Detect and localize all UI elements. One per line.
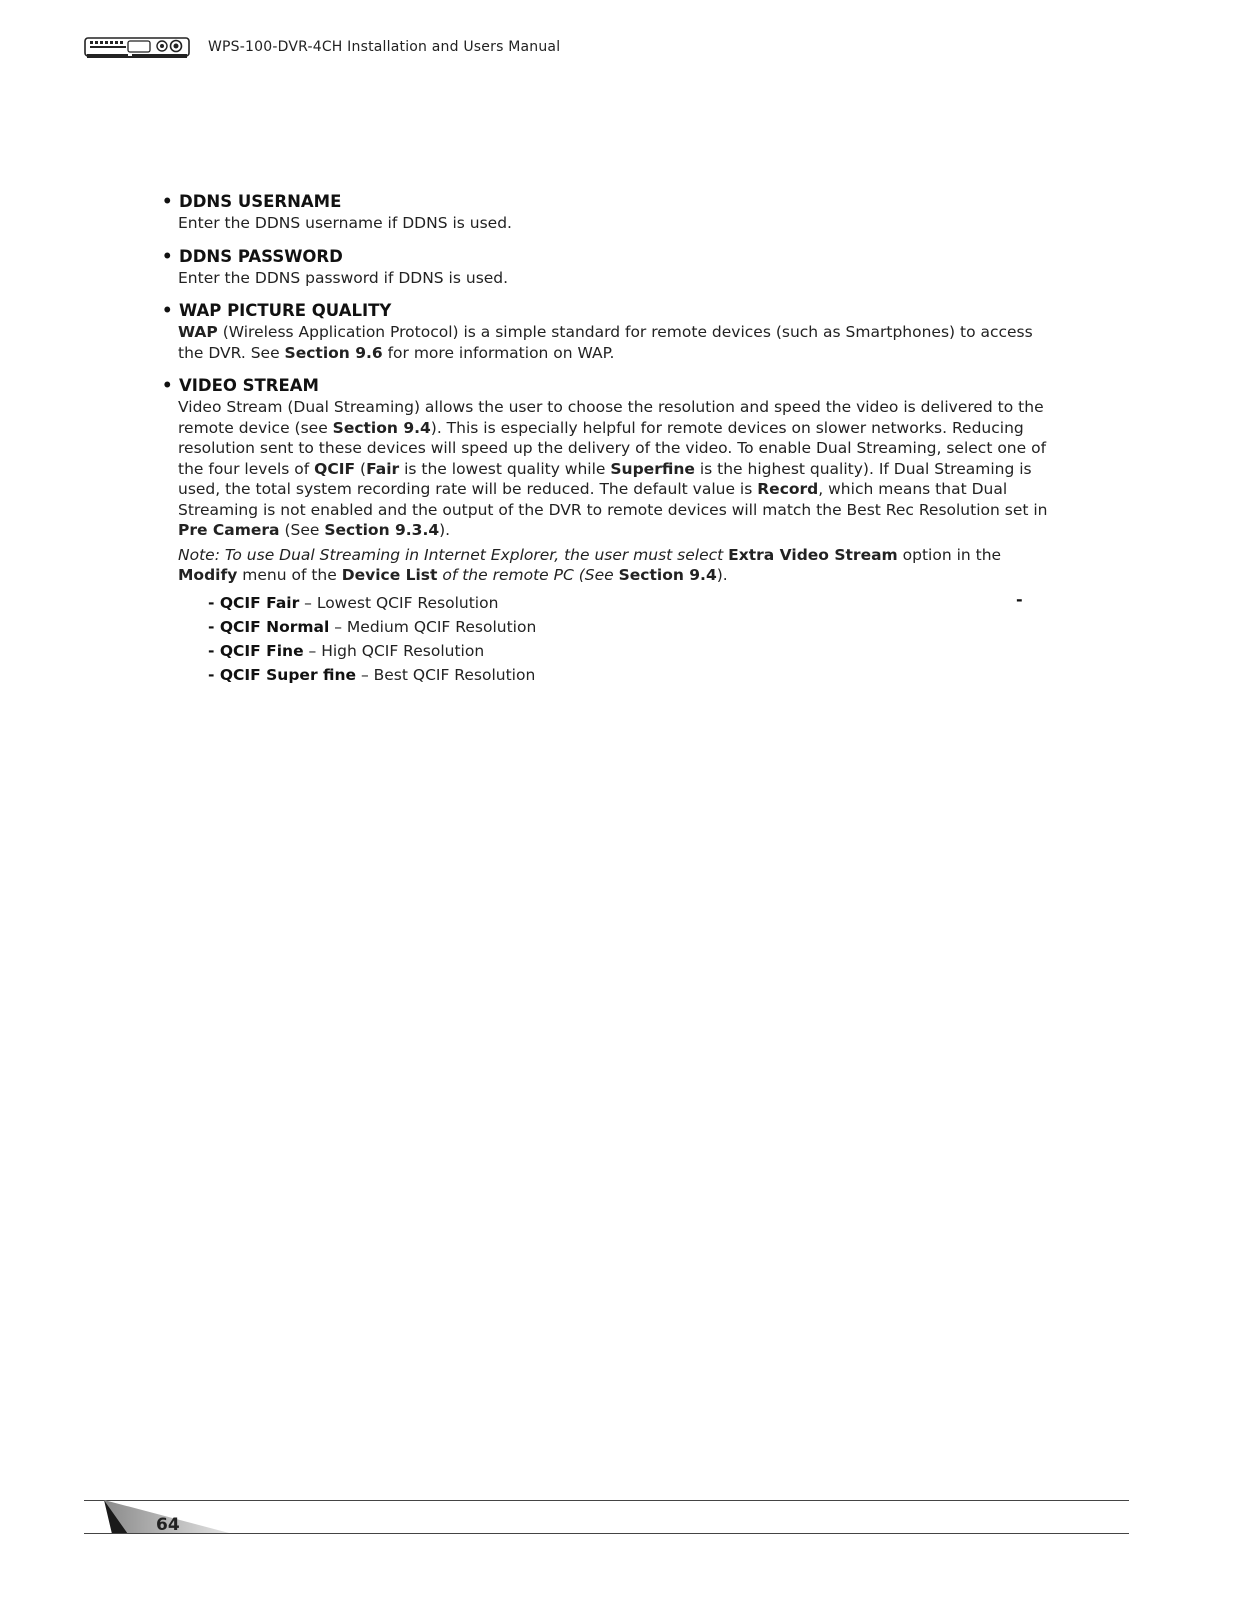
- item-title: DDNS USERNAME: [179, 192, 342, 211]
- item-ddns-password: [162, 246, 1062, 289]
- bullet-icon: •: [162, 301, 173, 320]
- page-header: [84, 33, 560, 61]
- section-reference: Section 9.4: [332, 418, 431, 437]
- page-number: 64: [156, 1515, 180, 1535]
- footer-rule: [84, 1533, 1129, 1534]
- footer-rule: [84, 1500, 1129, 1501]
- qcif-level-list: [162, 591, 1062, 687]
- list-item: - QCIF Fine – High QCIF Resolution: [208, 641, 485, 660]
- item-title: DDNS PASSWORD: [179, 246, 343, 266]
- item-description: WAP (Wireless Application Protocol) is a simple standard for remote devices (such as Smartphones) to access the DVR. See Section 9.6 for more information on WAP.: [178, 323, 1033, 362]
- item-description: Enter the DDNS password if DDNS is used.: [178, 268, 509, 287]
- section-reference: Section 9.6: [284, 343, 383, 362]
- stray-dash: -: [1016, 590, 1023, 609]
- item-ddns-username: [162, 191, 1062, 234]
- list-item: - QCIF Fair – Lowest QCIF Resolution: [208, 593, 499, 612]
- dvr-device-icon: [84, 34, 194, 60]
- bullet-icon: •: [162, 246, 173, 266]
- list-item: - QCIF Normal – Medium QCIF Resolution: [208, 617, 537, 636]
- note: Note: To use Dual Streaming in Internet Explorer, the user must select Extra Video Stream option in the Modify menu of the Device List of the remote PC (See Section 9.4).: [178, 545, 1002, 584]
- bullet-icon: •: [162, 192, 173, 211]
- section-reference: Section 9.3.4: [324, 521, 440, 539]
- manual-title: WPS-100-DVR-4CH Installation and Users Manual: [208, 39, 561, 55]
- bullet-icon: •: [162, 376, 173, 395]
- item-description: Video Stream (Dual Streaming) allows the user to choose the resolution and speed the video is delivered to the remote device (see Section 9.4). This is especially helpful for remote devices on slower networks. Reducing resolution sent to these devices will speed up the delivery of the video. To enable Dual Streaming, select one of the four levels of QCIF (Fair is the lowest quality while Superfine is the highest quality). If Dual Streaming is used, the total system recording rate will be reduced. The default value is Record, which means that Dual Streaming is not enabled and the output of the DVR to remote devices will match the Best Rec Resolution set in Pre Camera (See Section 9.3.4).: [178, 398, 1048, 539]
- item-wap-picture-quality: [162, 300, 1062, 363]
- section-reference: Section 9.4: [618, 566, 717, 584]
- item-title: VIDEO STREAM: [179, 376, 319, 395]
- list-item: - QCIF Super fine – Best QCIF Resolution: [208, 665, 536, 684]
- term-wap: WAP: [178, 323, 218, 341]
- settings-description: [162, 191, 1062, 699]
- item-title: WAP PICTURE QUALITY: [179, 301, 392, 320]
- item-description: Enter the DDNS username if DDNS is used.: [178, 214, 512, 232]
- item-video-stream: [162, 375, 1062, 687]
- page-footer: [84, 1495, 1129, 1539]
